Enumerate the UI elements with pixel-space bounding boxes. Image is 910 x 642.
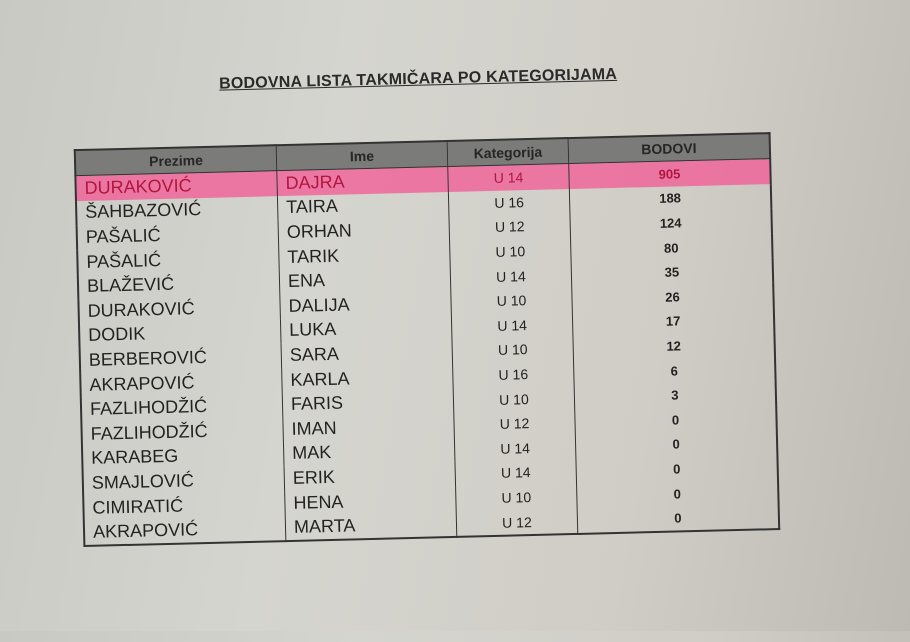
cell-bodovi: 12 [573, 331, 775, 361]
cell-prezime: DODIK [79, 319, 281, 349]
cell-prezime: BERBEROVIĆ [80, 343, 282, 373]
cell-kategorija: U 14 [450, 262, 572, 290]
cell-kategorija: U 10 [453, 385, 575, 413]
cell-kategorija: U 14 [448, 164, 570, 192]
cell-ime: MARTA [285, 511, 457, 541]
cell-bodovi: 0 [575, 430, 777, 460]
cell-prezime: AKRAPOVIĆ [84, 515, 286, 546]
cell-prezime: FAZLIHODŽIĆ [81, 392, 283, 422]
cell-prezime: AKRAPOVIĆ [80, 368, 282, 398]
cell-ime: KARLA [282, 364, 454, 393]
cell-bodovi: 3 [574, 380, 776, 410]
cell-kategorija: U 16 [453, 361, 575, 389]
cell-ime: FARIS [282, 388, 454, 417]
cell-prezime: PAŠALIĆ [77, 245, 279, 275]
cell-bodovi: 0 [575, 405, 777, 435]
document-title: BODOVNA LISTA TAKMIČARA PO KATEGORIJAMA [218, 65, 618, 93]
header-prezime: Prezime [75, 145, 277, 175]
header-ime: Ime [276, 141, 448, 171]
cell-ime: SARA [281, 339, 453, 368]
cell-ime: LUKA [280, 315, 452, 344]
cell-prezime: CIMIRATIĆ [83, 491, 285, 521]
cell-kategorija: U 10 [456, 484, 578, 512]
cell-kategorija: U 12 [454, 410, 576, 438]
cell-prezime: BLAŽEVIĆ [78, 270, 280, 300]
cell-kategorija: U 14 [451, 312, 573, 340]
cell-bodovi: 26 [572, 282, 774, 312]
cell-bodovi: 17 [572, 307, 774, 337]
cell-kategorija: U 16 [448, 189, 570, 217]
cell-prezime: DURAKOVIĆ [78, 294, 280, 324]
cell-ime: IMAN [283, 413, 455, 442]
cell-ime: HENA [285, 487, 457, 516]
cell-ime: ENA [279, 265, 451, 294]
cell-ime: TAIRA [277, 192, 449, 221]
cell-bodovi: 0 [577, 479, 779, 509]
cell-kategorija: U 10 [450, 238, 572, 266]
header-kategorija: Kategorija [447, 138, 569, 166]
cell-bodovi: 0 [576, 454, 778, 484]
cell-kategorija: U 12 [456, 508, 578, 537]
cell-prezime: ŠAHBAZOVIĆ [76, 196, 278, 226]
cell-prezime: SMAJLOVIĆ [83, 466, 285, 496]
cell-ime: ERIK [284, 462, 456, 491]
cell-kategorija: U 10 [451, 287, 573, 315]
header-bodovi: BODOVI [568, 133, 770, 163]
cell-bodovi: 80 [571, 233, 773, 263]
cell-bodovi: 124 [570, 208, 772, 238]
cell-kategorija: U 12 [449, 213, 571, 241]
table-body [75, 159, 779, 546]
cell-bodovi: 35 [571, 257, 773, 287]
cell-bodovi: 905 [569, 159, 771, 189]
cell-kategorija: U 14 [455, 459, 577, 487]
cell-kategorija: U 10 [452, 336, 574, 364]
cell-ime: TARIK [279, 241, 451, 270]
cell-bodovi: 0 [577, 503, 779, 534]
cell-prezime: FAZLIHODŽIĆ [81, 417, 283, 447]
cell-ime: MAK [283, 437, 455, 466]
cell-kategorija: U 14 [454, 435, 576, 463]
cell-ime: DALIJA [280, 290, 452, 319]
cell-bodovi: 6 [574, 356, 776, 386]
cell-ime: DAJRA [277, 167, 449, 196]
ranking-table [74, 132, 781, 547]
cell-prezime: PAŠALIĆ [77, 220, 279, 250]
cell-prezime: KARABEG [82, 442, 284, 472]
cell-bodovi: 188 [569, 184, 771, 214]
cell-ime: ORHAN [278, 216, 450, 245]
cell-prezime: DURAKOVIĆ [75, 171, 277, 201]
